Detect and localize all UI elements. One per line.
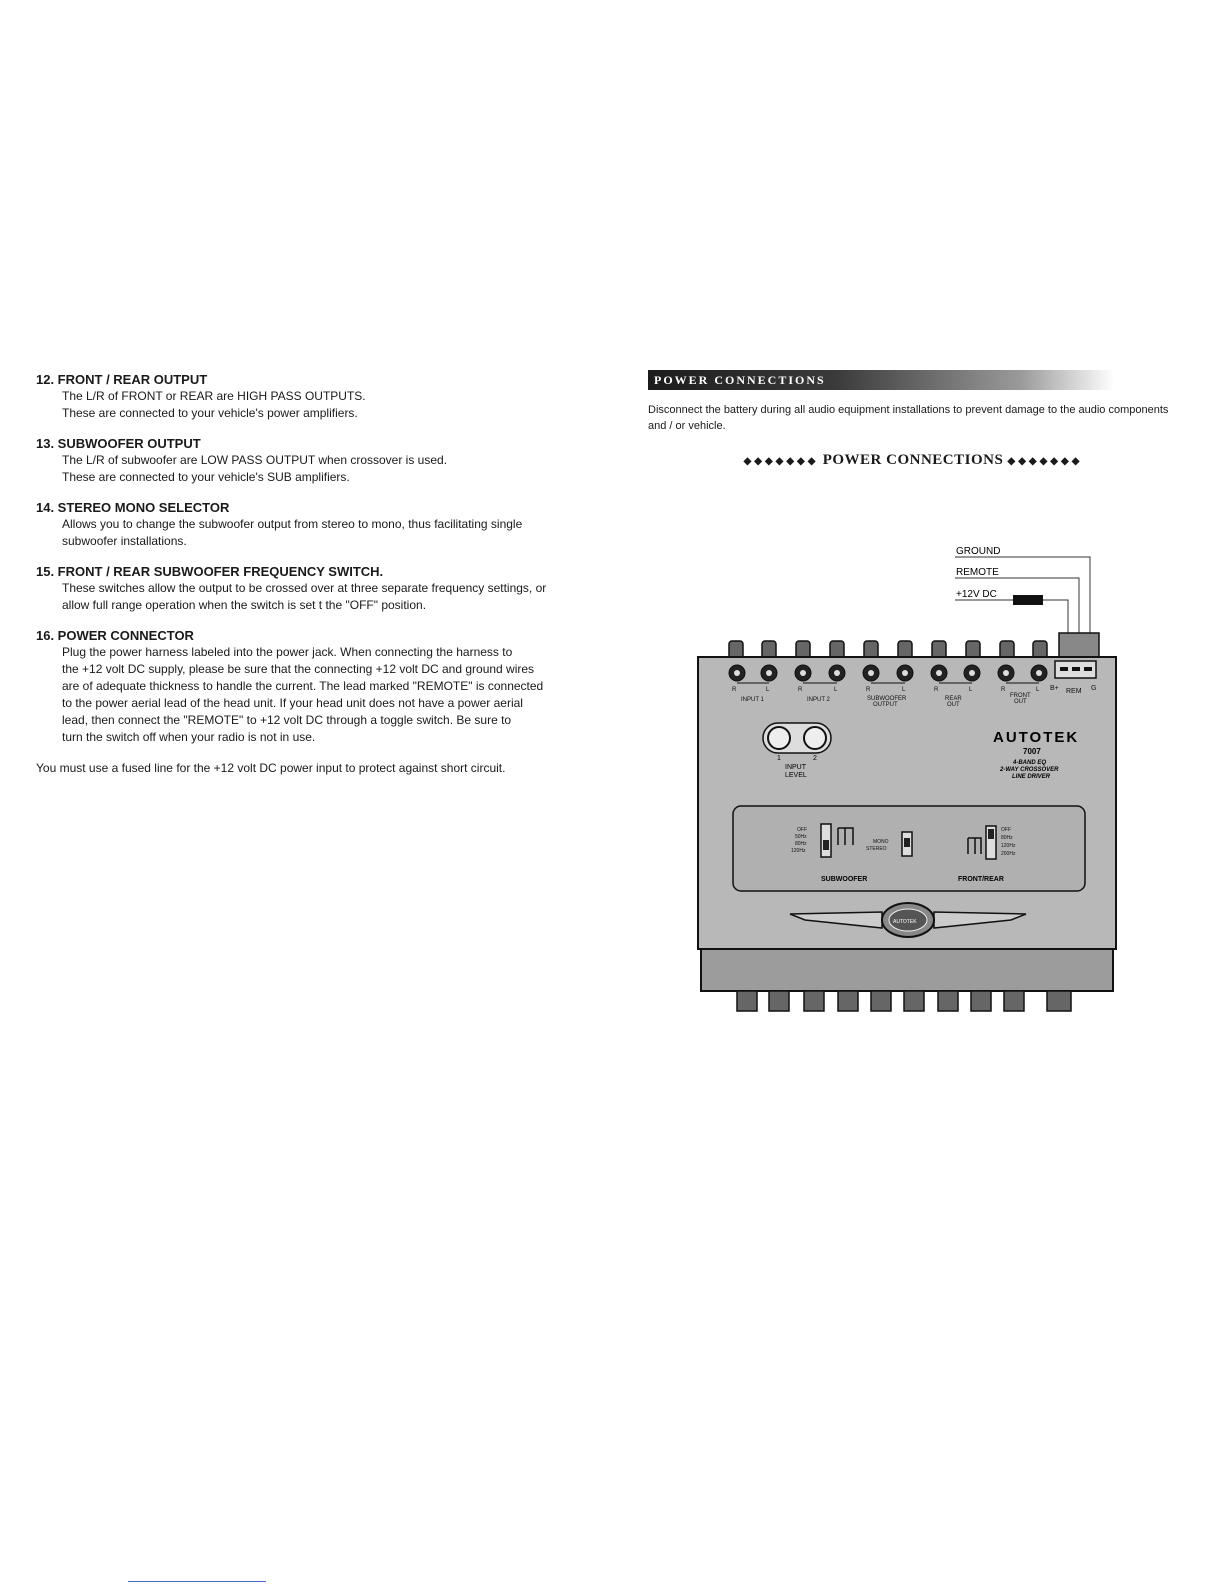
r-label: R — [1001, 687, 1006, 693]
r-label: R — [866, 687, 871, 693]
bplus-label: B+ — [1050, 685, 1059, 692]
l-label: L — [969, 687, 973, 693]
body-line: to the power aerial lead of the head unit. If your head unit does not have a power aerial — [62, 696, 523, 710]
body-line: These switches allow the output to be crossed over at three separate frequency settings, or — [62, 581, 547, 595]
fr-option: 200Hz — [1001, 851, 1016, 857]
remote-label: REMOTE — [956, 567, 999, 578]
diamond-ornament-left: ◆◆◆◆◆◆◆ — [743, 456, 819, 467]
bottom-jack-row — [737, 991, 1071, 1011]
bottom-jack — [971, 991, 991, 1011]
remote-wire — [955, 578, 1079, 635]
fuse-holder — [1013, 595, 1043, 605]
diagram-heading-text: POWER CONNECTIONS — [822, 452, 1004, 468]
body-line: lead, then connect the "REMOTE" to +12 volt DC through a toggle switch. Be sure to — [62, 713, 512, 727]
section-title: 14. STEREO MONO SELECTOR — [36, 500, 230, 515]
rca-center — [834, 670, 840, 676]
rear-out-label: REAR — [945, 696, 962, 702]
bottom-jack — [904, 991, 924, 1011]
terminal-screws — [1060, 667, 1092, 671]
switch-knob — [823, 840, 829, 850]
body-line: These are connected to your vehicle's power amplifiers. — [62, 406, 358, 420]
brand-desc-3: LINE DRIVER — [1012, 774, 1051, 780]
footer-rule — [128, 1581, 266, 1582]
sub-option: 50Hz — [795, 834, 807, 840]
r-label: R — [798, 687, 803, 693]
device-front-face — [701, 949, 1113, 991]
section-title: 15. FRONT / REAR SUBWOOFER FREQUENCY SWITCH. — [36, 564, 384, 579]
sub-output-label: SUBWOOFER — [867, 696, 907, 702]
input-level-label-2: LEVEL — [785, 772, 807, 779]
switch-knob — [904, 838, 910, 847]
input1-label: INPUT 1 — [741, 697, 764, 703]
brand-desc-1: 4-BAND EQ — [1013, 760, 1047, 766]
emblem-text: AUTOTEK — [893, 919, 917, 925]
body-line: allow full range operation when the switch is set t the "OFF" position. — [62, 598, 427, 612]
input-level-knob-1[interactable] — [768, 727, 790, 749]
front-rear-switch-label: FRONT/REAR — [958, 876, 1004, 883]
body-line: subwoofer installations. — [62, 534, 187, 548]
bottom-jack — [769, 991, 789, 1011]
body-line: These are connected to your vehicle's SUB amplifiers. — [62, 470, 350, 484]
rca-center — [902, 670, 908, 676]
bottom-jack — [737, 991, 757, 1011]
rca-center — [868, 670, 874, 676]
sub-output-label-2: OUTPUT — [873, 702, 898, 708]
bottom-jack — [1047, 991, 1071, 1011]
input-level-knob-2[interactable] — [804, 727, 826, 749]
bottom-jack — [804, 991, 824, 1011]
power-plug — [1059, 633, 1099, 659]
sub-option: OFF — [797, 827, 807, 833]
body-line: The L/R of subwoofer are LOW PASS OUTPUT when crossover is used. — [62, 453, 448, 467]
r-label: R — [732, 687, 737, 693]
dc-label: +12V DC — [956, 589, 997, 600]
section-title: 13. SUBWOOFER OUTPUT — [36, 436, 201, 451]
bottom-jack — [838, 991, 858, 1011]
terminal-screw — [1084, 667, 1092, 671]
rca-center — [1003, 670, 1009, 676]
r-label: R — [934, 687, 939, 693]
rca-center — [734, 670, 740, 676]
sub-option: 120Hz — [791, 848, 806, 854]
mono-option: MONO — [873, 839, 889, 845]
fr-option: 120Hz — [1001, 843, 1016, 849]
brand-desc-2: 2-WAY CROSSOVER — [1000, 767, 1059, 773]
intro-paragraph: Disconnect the battery during all audio equipment installations to prevent damage to the audio components and / or vehicle. — [648, 404, 1169, 432]
body-line: are of adequate thickness to handle the current. The lead marked "REMOTE" is connected — [62, 679, 544, 693]
fuse-warning: You must use a fused line for the +12 volt DC power input to protect against short circuit. — [36, 761, 506, 775]
brand-name: AUTOTEK — [993, 729, 1080, 746]
g-label: G — [1091, 685, 1097, 692]
section-title: 12. FRONT / REAR OUTPUT — [36, 372, 208, 387]
body-line: The L/R of FRONT or REAR are HIGH PASS OUTPUTS. — [62, 389, 366, 403]
body-line: Allows you to change the subwoofer output from stereo to mono, thus facilitating single — [62, 517, 523, 531]
input2-label: INPUT 2 — [807, 697, 830, 703]
diamond-ornament-right: ◆◆◆◆◆◆◆ — [1007, 456, 1083, 467]
dc-wire — [955, 600, 1068, 635]
rem-label: REM — [1066, 688, 1082, 695]
section-banner: POWER CONNECTIONS — [648, 370, 1114, 390]
bottom-jack — [871, 991, 891, 1011]
body-line: the +12 volt DC supply, please be sure that the connecting +12 volt DC and ground wires — [62, 662, 535, 676]
switch-knob — [988, 829, 994, 839]
brand-model: 7007 — [1023, 747, 1041, 756]
knob-1-label: 1 — [777, 755, 781, 762]
ground-label: GROUND — [956, 546, 1001, 557]
terminal-screw — [1072, 667, 1080, 671]
stereo-option: STEREO — [866, 846, 887, 852]
terminal-screw — [1060, 667, 1068, 671]
bottom-jack — [1004, 991, 1024, 1011]
l-label: L — [1036, 687, 1040, 693]
l-label: L — [902, 687, 906, 693]
l-label: L — [834, 687, 838, 693]
front-out-label-2: OUT — [1014, 699, 1027, 705]
rca-center — [936, 670, 942, 676]
rca-center — [969, 670, 975, 676]
rca-center — [800, 670, 806, 676]
subwoofer-switch-label: SUBWOOFER — [821, 876, 868, 883]
front-out-label: FRONT — [1010, 693, 1031, 699]
rear-out-label-2: OUT — [947, 702, 960, 708]
rca-center — [1036, 670, 1042, 676]
bottom-jack — [938, 991, 958, 1011]
sub-option: 80Hz — [795, 841, 807, 847]
body-line: turn the switch off when your radio is not in use. — [62, 730, 316, 744]
rca-center — [766, 670, 772, 676]
fr-option: 80Hz — [1001, 835, 1013, 841]
knob-2-label: 2 — [813, 755, 817, 762]
l-label: L — [766, 687, 770, 693]
fr-option: OFF — [1001, 827, 1011, 833]
input-level-label: INPUT — [785, 764, 806, 771]
section-title: 16. POWER CONNECTOR — [36, 628, 194, 643]
body-line: Plug the power harness labeled into the power jack. When connecting the harness to — [62, 645, 513, 659]
